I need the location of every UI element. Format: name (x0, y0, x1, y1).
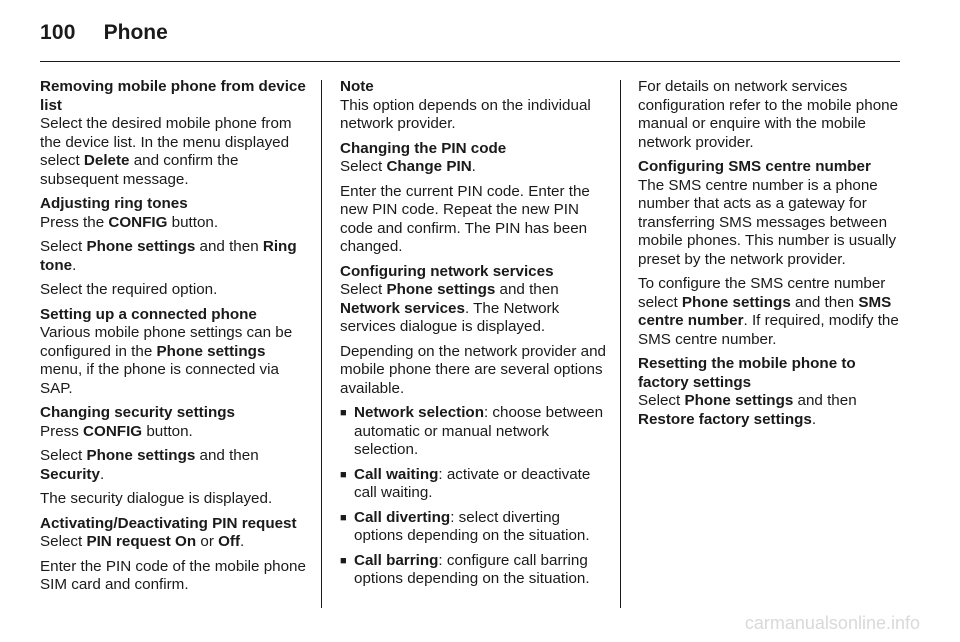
paragraph: Select Phone settings and then Network services. The Network services dialogue is displayed. (340, 281, 560, 335)
section-network-services (340, 263, 608, 589)
list-item: ■ Call barring: configure call barring options depending on the situation. (340, 551, 590, 587)
paragraph: Select the desired mobile phone from the device list. In the menu displayed select Delete and confirm the subsequent message. (40, 115, 292, 188)
section-sms-centre (638, 158, 906, 349)
section-heading: Configuring SMS centre number (638, 158, 871, 175)
paragraph: For details on network services configuration refer to the mobile phone manual or enquire with the mobile network provider. (638, 78, 899, 151)
section-pin-request (40, 515, 308, 595)
page-header (40, 18, 168, 48)
column-divider-1 (321, 80, 322, 608)
paragraph: Enter the PIN code of the mobile phone SIM card and confirm. (40, 557, 306, 593)
bullet-icon: ■ (340, 554, 347, 567)
column-divider-2 (620, 80, 621, 608)
column-3 (638, 78, 906, 435)
section-heading: Removing mobile phone from device list (40, 78, 306, 114)
paragraph: Select Change PIN. (340, 158, 476, 175)
paragraph: Select Phone settings and then Security. (40, 447, 259, 483)
page-number: 100 (40, 21, 76, 44)
section-heading: Configuring network services (340, 262, 554, 280)
section-security-settings (40, 404, 308, 509)
section-heading: Changing security settings (40, 404, 235, 421)
paragraph: Depending on the network provider and mobile phone there are several options available. (340, 342, 606, 397)
list-item: ■ Network selection: choose between automatic or manual network selection. (340, 404, 604, 458)
list-item: ■ Call waiting: activate or deactivate call waiting. (340, 465, 591, 501)
list-item: ■ Call diverting: select diverting options depending on the situation. (340, 508, 590, 544)
column-2 (340, 78, 608, 595)
header-rule (40, 61, 900, 62)
section-heading: Setting up a connected phone (40, 305, 257, 323)
section-change-pin (340, 140, 608, 257)
note-heading: Note (340, 78, 374, 95)
section-ring-tones (40, 195, 308, 300)
section-factory-reset (638, 355, 906, 429)
section-heading: Activating/Deactivating PIN request (40, 514, 297, 532)
note-text: This option depends on the individual network provider. (340, 96, 591, 132)
section-heading: Adjusting ring tones (40, 195, 188, 212)
paragraph: Select Phone settings and then Ring tone. (40, 238, 297, 274)
paragraph: The security dialogue is displayed. (40, 490, 273, 507)
paragraph: Various mobile phone settings can be configured in the Phone settings menu, if the phone is connected via SAP. (40, 324, 293, 397)
paragraph: Press the CONFIG button. (40, 213, 219, 231)
section-removing-phone (40, 78, 308, 189)
paragraph: Select PIN request On or Off. (40, 533, 245, 550)
paragraph: The SMS centre number is a phone number that acts as a gateway for transferring SMS messages between mobile phones. This number is usually preset by the network provider. (638, 176, 897, 268)
section-heading: Changing the PIN code (340, 139, 507, 157)
paragraph: Select Phone settings and then Restore factory settings. (638, 392, 857, 428)
watermark: carmanualsonline.info (744, 613, 920, 633)
paragraph: To configure the SMS centre number select Phone settings and then SMS centre number. If required, modify the SMS centre number. (638, 275, 899, 348)
paragraph: Select the required option. (40, 281, 218, 298)
section-network-details (638, 78, 906, 152)
page-title: Phone (103, 21, 168, 44)
column-1 (40, 78, 308, 601)
bullet-icon: ■ (340, 511, 347, 524)
bullet-icon: ■ (340, 407, 347, 419)
bullet-icon: ■ (340, 468, 347, 481)
paragraph: Press CONFIG button. (40, 422, 193, 440)
paragraph: Enter the current PIN code. Enter the new PIN code. Repeat the new PIN code and confirm. The PIN has been changed. (340, 182, 590, 255)
section-heading: Resetting the mobile phone to factory settings (638, 355, 856, 391)
section-connected-phone (40, 306, 308, 399)
note-box (340, 78, 608, 134)
